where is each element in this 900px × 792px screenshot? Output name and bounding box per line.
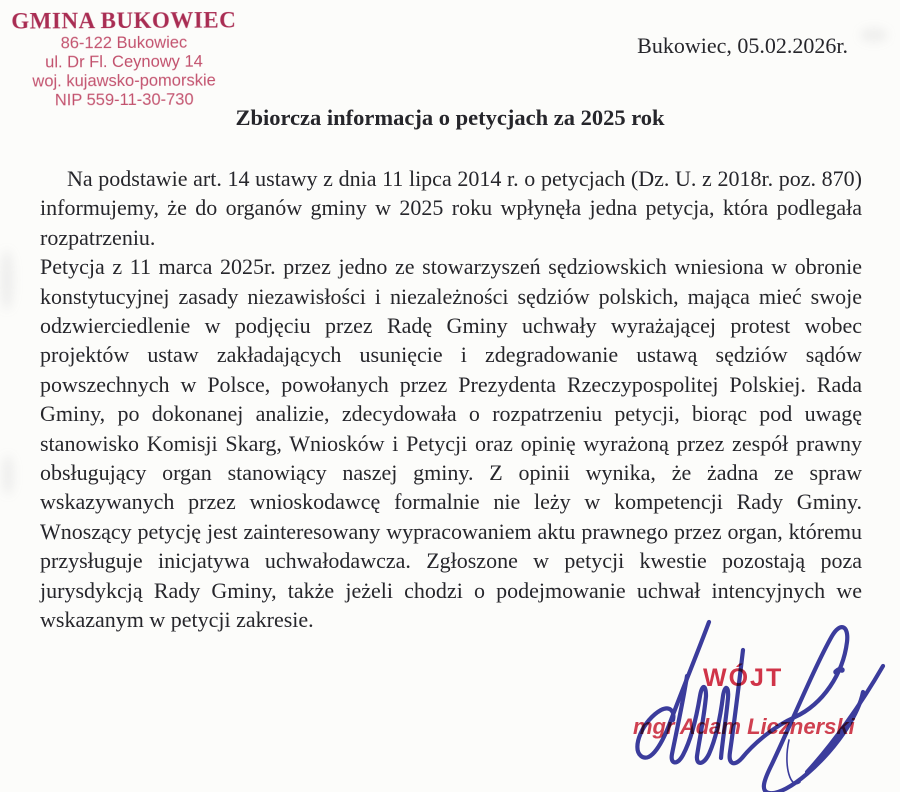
body-paragraph-2: Petycja z 11 marca 2025r. przez jedno ze stowarzyszeń sędziowskich wniesiona w obronie konstytucyjnej zasady niezawisłości i niezależności sędziów polskich, mająca mieć swoje odzwierciedlenie w podjęciu przez Radę Gminy uchwały wyrażającej protest wobec projektów ustaw zakładających usunięcie i zdegradowanie ustawą sędziów sądów powszechnych w Polsce, powołanych przez Prezydenta Rzeczypospolitej Polskiej. Rada Gminy, po dokonanej analizie, zdecydowała o rozpatrzeniu petycji, biorąc pod uwagę stanowisko Komisji Skarg, Wniosków i Petycji oraz opinię wyrażoną przez zespół prawny obsługujący organ stanowiący naszej gminy. Z opinii wynika, że żadna ze spraw wskazywanych przez wnioskodawcę formalnie nie leży w kompetencji Rady Gminy. Wnoszący petycję jest zainteresowany wypracowaniem aktu prawnego przez organ, któremu przysługuje inicjatywa uchwałodawcza. Zgłoszone w petycji kwestie pozostają poza jurysdykcją Rady Gminy, także jeżeli chodzi o podejmowanie uchwał intencyjnych we wskazanym w petycji zakresie. — [40, 254, 862, 633]
stamp-nip-number: NIP 559-11-30-730 — [54, 90, 194, 110]
scan-smudge — [2, 455, 14, 495]
body-paragraph-1: Na podstawie art. 14 ustawy z dnia 11 lipca 2014 r. o petycjach (Dz. U. z 2018r. poz. 870) informujemy, że do organów gminy w 2025 roku wpłynęła jedna petycja, która podlegała rozpatrzeniu. — [40, 166, 862, 250]
mayor-title-stamp: WÓJT — [703, 664, 784, 692]
municipality-stamp — [10, 7, 239, 110]
document-body — [40, 164, 862, 635]
stamp-voivodeship: woj. kujawsko-pomorskie — [32, 71, 216, 91]
mayor-name-stamp: mgr Adam Licznerski — [633, 714, 855, 739]
scan-smudge — [0, 250, 14, 310]
document-title: Zbiorcza informacja o petycjach za 2025 rok — [235, 105, 665, 130]
place-and-date: Bukowiec, 05.02.2026r. — [637, 33, 848, 58]
handwritten-signature-ink — [593, 612, 900, 792]
scan-smudge — [860, 28, 888, 42]
stamp-street-address: ul. Dr Fl. Ceynowy 14 — [45, 52, 203, 72]
signature-stroke-group — [637, 622, 883, 792]
signature-block — [593, 612, 900, 792]
stamp-postal-address: 86-122 Bukowiec — [60, 33, 188, 53]
stamp-municipality-name: GMINA BUKOWIEC — [11, 7, 237, 34]
